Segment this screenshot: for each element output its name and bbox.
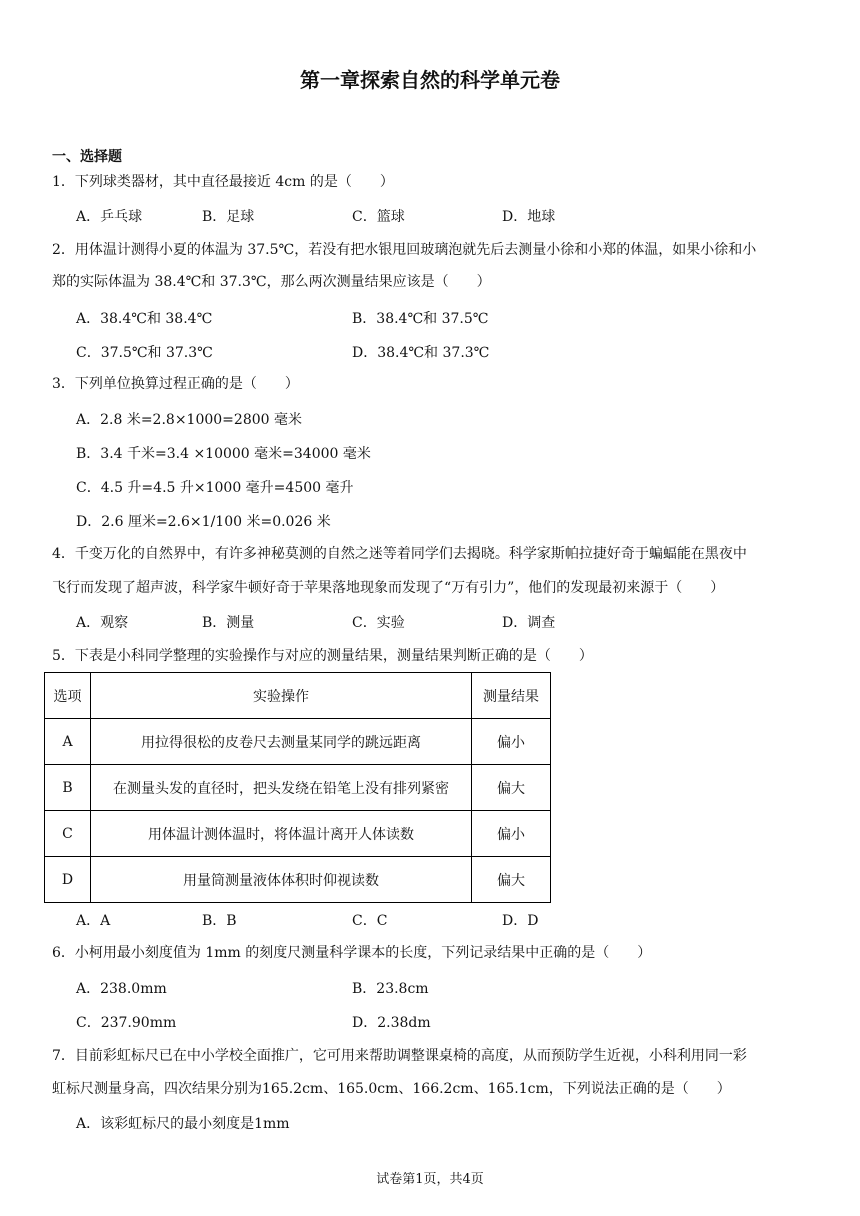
question-1-text: 1．下列球类器材，其中直径最接近 4cm 的是（ ） <box>52 174 394 190</box>
q2-option-d[interactable]: D．38.4℃和 37.3℃ <box>352 345 490 361</box>
q5-option-d[interactable]: D．D <box>502 913 539 929</box>
table-cell: B <box>45 765 91 811</box>
q6-option-c[interactable]: C．237.90mm <box>76 1015 177 1031</box>
page-footer: 试卷第1页，共4页 <box>376 1172 484 1187</box>
q4-option-b[interactable]: B．测量 <box>202 615 255 631</box>
q3-option-c[interactable]: C．4.5 升=4.5 升×1000 毫升=4500 毫升 <box>76 480 354 496</box>
q3-option-b[interactable]: B．3.4 千米=3.4 ×10000 毫米=34000 毫米 <box>76 446 371 462</box>
results-table <box>44 672 551 903</box>
q5-option-a[interactable]: A．A <box>76 913 111 929</box>
table-cell: 用体温计测体温时，将体温计离开人体读数 <box>91 811 472 857</box>
q6-option-b[interactable]: B．23.8cm <box>352 981 429 997</box>
q1-option-a[interactable]: A．乒乓球 <box>76 209 143 225</box>
q4-option-d[interactable]: D．调查 <box>502 615 556 631</box>
table-cell: 用拉得很松的皮卷尺去测量某同学的跳远距离 <box>91 719 472 765</box>
question-4-line-1: 4．千变万化的自然界中，有许多神秘莫测的自然之迷等着同学们去揭晓。科学家斯帕拉捷好奇于蝙蝠能在黑夜中 <box>52 546 747 562</box>
q6-option-d[interactable]: D．2.38dm <box>352 1015 431 1031</box>
table-row <box>45 811 551 857</box>
table-header-cell: 选项 <box>45 673 91 719</box>
q6-option-a[interactable]: A．238.0mm <box>76 981 167 997</box>
table-header-cell: 实验操作 <box>91 673 472 719</box>
table-header-cell: 测量结果 <box>472 673 551 719</box>
q3-option-d[interactable]: D．2.6 厘米=2.6×1/100 米=0.026 米 <box>76 514 331 530</box>
question-7-line-1: 7．目前彩虹标尺已在中小学校全面推广，它可用来帮助调整课桌椅的高度，从而预防学生近视，小科利用同一彩 <box>52 1048 747 1064</box>
question-2-line-2: 郑的实际体温为 38.4℃和 37.3℃，那么两次测量结果应该是（ ） <box>52 274 491 290</box>
table-cell: A <box>45 719 91 765</box>
question-5-text: 5．下表是小科同学整理的实验操作与对应的测量结果，测量结果判断正确的是（ ） <box>52 648 593 664</box>
question-4-line-2: 飞行而发现了超声波，科学家牛顿好奇于苹果落地现象而发现了“万有引力”，他们的发现最初来源于（ ） <box>52 580 725 596</box>
table-cell: 偏大 <box>472 765 551 811</box>
table-cell: D <box>45 857 91 903</box>
q1-option-c[interactable]: C．篮球 <box>352 209 405 225</box>
q2-option-a[interactable]: A．38.4℃和 38.4℃ <box>76 311 213 327</box>
table-header-row <box>45 673 551 719</box>
table-row <box>45 857 551 903</box>
q1-option-b[interactable]: B．足球 <box>202 209 255 225</box>
table-row <box>45 765 551 811</box>
table-cell: 用量筒测量液体体积时仰视读数 <box>91 857 472 903</box>
q4-option-a[interactable]: A．观察 <box>76 615 129 631</box>
table-row <box>45 719 551 765</box>
table-cell: 在测量头发的直径时，把头发绕在铅笔上没有排列紧密 <box>91 765 472 811</box>
section-heading: 一、选择题 <box>52 149 122 165</box>
q1-option-d[interactable]: D．地球 <box>502 209 556 225</box>
question-2-line-1: 2．用体温计测得小夏的体温为 37.5℃，若没有把水银甩回玻璃泡就先后去测量小徐和小郑的体温，如果小徐和小 <box>52 242 757 258</box>
q7-option-a[interactable]: A．该彩虹标尺的最小刻度是1mm <box>76 1116 290 1132</box>
q5-option-c[interactable]: C．C <box>352 913 388 929</box>
question-3-text: 3．下列单位换算过程正确的是（ ） <box>52 376 299 392</box>
table-cell: 偏小 <box>472 811 551 857</box>
q3-option-a[interactable]: A．2.8 米=2.8×1000=2800 毫米 <box>76 412 302 428</box>
q2-option-b[interactable]: B．38.4℃和 37.5℃ <box>352 311 489 327</box>
q5-option-b[interactable]: B．B <box>202 913 237 929</box>
page-title: 第一章探索自然的科学单元卷 <box>300 68 560 92</box>
q2-option-c[interactable]: C．37.5℃和 37.3℃ <box>76 345 213 361</box>
table-cell: C <box>45 811 91 857</box>
q4-option-c[interactable]: C．实验 <box>352 615 405 631</box>
table-cell: 偏大 <box>472 857 551 903</box>
question-7-line-2: 虹标尺测量身高，四次结果分别为165.2cm、165.0cm、166.2cm、165.1cm，下列说法正确的是（ ） <box>52 1081 731 1097</box>
table-cell: 偏小 <box>472 719 551 765</box>
question-6-text: 6．小柯用最小刻度值为 1mm 的刻度尺测量科学课本的长度，下列记录结果中正确的是（ ） <box>52 945 652 961</box>
